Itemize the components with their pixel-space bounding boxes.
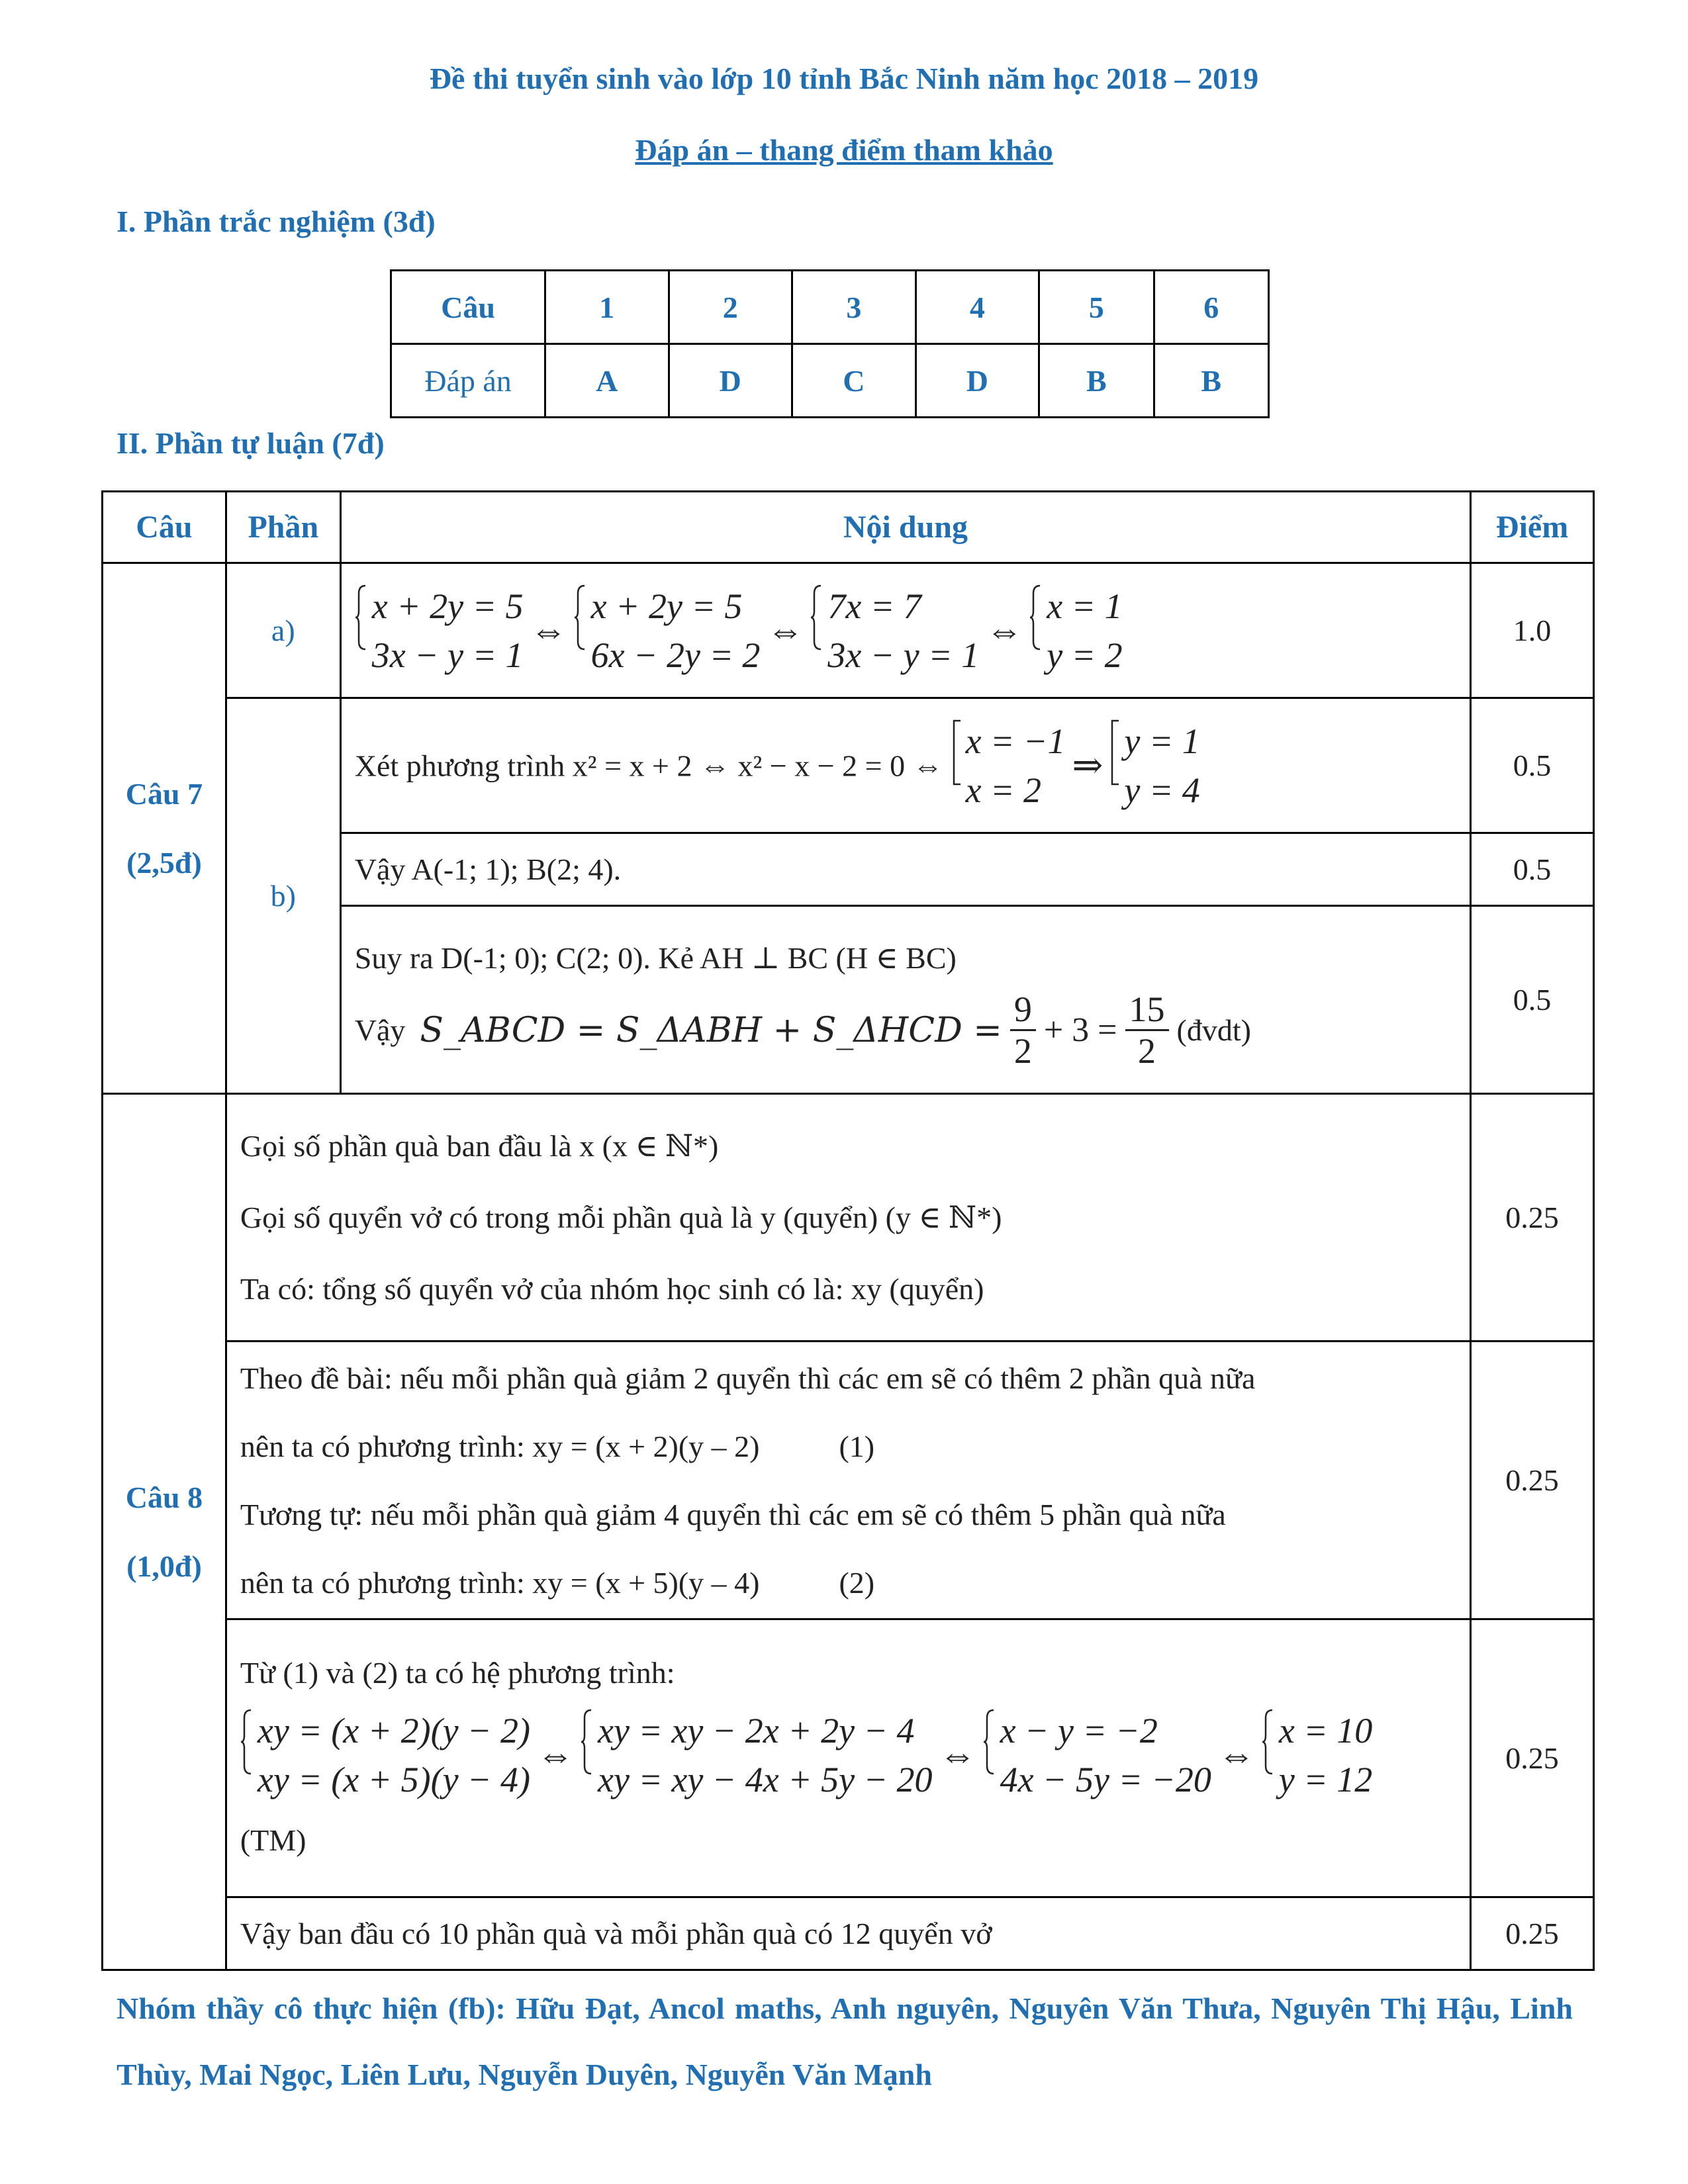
bracket-icon bbox=[1109, 719, 1121, 786]
question-row bbox=[391, 271, 1269, 344]
table-header-row bbox=[103, 492, 1594, 563]
points-value: 0.25 bbox=[1471, 1342, 1594, 1619]
points-value: 0.25 bbox=[1471, 1094, 1594, 1342]
brace-icon bbox=[581, 1709, 592, 1775]
part2-heading: II. Phần tự luận (7đ) bbox=[117, 426, 385, 460]
answer-row-label: Đáp án bbox=[391, 344, 545, 418]
points-value: 0.5 bbox=[1471, 833, 1594, 906]
equivalence-arrow-icon: ⇔ bbox=[1217, 1734, 1255, 1776]
answer-row bbox=[391, 344, 1269, 418]
page-subtitle: Đáp án – thang điểm tham khảo bbox=[635, 133, 1053, 167]
question-number: 4 bbox=[915, 271, 1039, 344]
equivalence-arrow-icon: ⇔ bbox=[536, 1734, 574, 1776]
credits-text: Nhóm thầy cô thực hiện (fb): Hữu Đạt, Ancol maths, Anh nguyên, Nguyên Văn Thưa, Nguyên Thị Hậu, Linh Thùy, Mai Ngọc, Liên Lưu, Nguyễn Duyên, Nguyễn Văn Mạnh bbox=[117, 1991, 1573, 2091]
q8-variables-content: Gọi số phần quà ban đầu là x (x ∈ ℕ*) Gọi số quyển vở có trong mỗi phần quà là y (quyển) (y ∈ ℕ*) Ta có: tổng số quyển vở của nhóm học sinh có là: xy (quyển) bbox=[226, 1094, 1470, 1342]
table-row bbox=[103, 1342, 1594, 1619]
answer-value: B bbox=[1039, 344, 1154, 418]
fraction: $\frac{9}{2}$ bbox=[1010, 989, 1036, 1071]
brace-icon bbox=[983, 1709, 995, 1775]
part1-heading: I. Phần trắc nghiệm (3đ) bbox=[117, 205, 436, 238]
col-header-cau: Câu bbox=[103, 492, 226, 563]
brace-icon bbox=[240, 1709, 252, 1775]
q8-conclusion: Vậy ban đầu có 10 phần quà và mỗi phần quà có 12 quyển vở bbox=[226, 1897, 1470, 1970]
answer-key-table bbox=[390, 269, 1270, 418]
part-b-points-ab: Vậy A(-1; 1); B(2; 4). bbox=[340, 833, 1470, 906]
points-value: 0.25 bbox=[1471, 1619, 1594, 1897]
question-number: 6 bbox=[1154, 271, 1268, 344]
question-7-label: Câu 7 bbox=[125, 776, 203, 811]
answer-value: C bbox=[792, 344, 916, 418]
points-value: 0.5 bbox=[1471, 698, 1594, 833]
equation-system: xy = (x + 2)(y − 2) xy = (x + 5)(y − 4) bbox=[240, 1706, 530, 1804]
equivalence-arrow-icon: ⇔ bbox=[530, 610, 567, 651]
part-b-label: b) bbox=[226, 698, 340, 1094]
question-8-label: Câu 8 bbox=[125, 1480, 203, 1514]
answer-value: A bbox=[545, 344, 669, 418]
page-title: Đề thi tuyển sinh vào lớp 10 tỉnh Bắc Ninh năm học 2018 – 2019 bbox=[429, 62, 1259, 95]
part-a-label: a) bbox=[226, 563, 340, 698]
points-value: 0.25 bbox=[1471, 1897, 1594, 1970]
table-row bbox=[103, 563, 1594, 698]
equation-system: 7x = 7 3x − y = 1 bbox=[810, 582, 979, 680]
brace-icon bbox=[1029, 584, 1041, 651]
brace-icon bbox=[1262, 1709, 1274, 1775]
equation-system: x + 2y = 5 3x − y = 1 bbox=[355, 582, 524, 680]
answer-value: D bbox=[915, 344, 1039, 418]
equation-system: x − y = −2 4x − 5y = −20 bbox=[983, 1706, 1211, 1804]
part-b-solve-content: Xét phương trình x² = x + 2 ⇔ x² − x − 2 = 0 ⇔ x = −1 x = 2 ⇒ y = 1 y = 4 bbox=[340, 698, 1470, 833]
fraction: $\frac{15}{2}$ bbox=[1125, 989, 1169, 1071]
essay-table bbox=[101, 490, 1595, 1971]
question-number: 5 bbox=[1039, 271, 1154, 344]
table-row bbox=[103, 1094, 1594, 1342]
brace-icon bbox=[355, 584, 367, 651]
table-row bbox=[103, 1619, 1594, 1897]
part-b-area-content: Suy ra D(-1; 0); C(2; 0). Kẻ AH ⊥ BC (H ∈ BC) Vậy S_ABCD = S_ΔABH + S_ΔHCD = $\frac{9}{2}$ + 3 = $\frac{15}{2}$ (đvdt) bbox=[340, 906, 1470, 1094]
equivalence-arrow-icon: ⇔ bbox=[939, 1734, 976, 1776]
equation-system: xy = xy − 2x + 2y − 4 xy = xy − 4x + 5y − 20 bbox=[581, 1706, 933, 1804]
question-8-cell bbox=[103, 1094, 226, 1970]
question-7-score: (2,5đ) bbox=[126, 845, 202, 880]
points-value: 0.5 bbox=[1471, 906, 1594, 1094]
roots-x: x = −1 x = 2 bbox=[951, 717, 1066, 815]
question-number: 1 bbox=[545, 271, 669, 344]
bracket-icon bbox=[951, 719, 963, 786]
area-formula: S_ABCD = S_ΔABH + S_ΔHCD = bbox=[420, 1010, 1002, 1050]
equation-system: x = 1 y = 2 bbox=[1029, 582, 1122, 680]
question-7-cell bbox=[103, 563, 226, 1094]
equation-system: x = 10 y = 12 bbox=[1262, 1706, 1372, 1804]
implies-arrow-icon: ⇒ bbox=[1072, 745, 1103, 786]
equivalence-arrow-icon: ⇔ bbox=[767, 610, 804, 651]
col-header-phan: Phần bbox=[226, 492, 340, 563]
points-value: 1.0 bbox=[1471, 563, 1594, 698]
question-8-score: (1,0đ) bbox=[126, 1549, 202, 1583]
equivalence-arrow-icon: ⇔ bbox=[986, 610, 1023, 651]
q8-system-content: Từ (1) và (2) ta có hệ phương trình: xy = (x + 2)(y − 2) xy = (x + 5)(y − 4) ⇔ xy = xy − 2x + 2y − 4 xy = xy − 4x + 5y − 20 ⇔ x − y = −2 4x − 5y = −20 ⇔ x = 10 y = 12 (TM) bbox=[226, 1619, 1470, 1897]
question-number: 2 bbox=[669, 271, 792, 344]
col-header-noidung: Nội dung bbox=[340, 492, 1470, 563]
roots-y: y = 1 y = 4 bbox=[1109, 717, 1199, 815]
q8-equations-content: Theo đề bài: nếu mỗi phần quà giảm 2 quyển thì các em sẽ có thêm 2 phần quà nữa nên ta có phương trình: xy = (x + 2)(y – 2) (1) Tương tự: nếu mỗi phần quà giảm 4 quyển thì các em sẽ có thêm 5 phần quà nữa nên ta có phương trình: xy = (x + 5)(y – 4) (2) bbox=[226, 1342, 1470, 1619]
answer-value: D bbox=[669, 344, 792, 418]
question-row-label: Câu bbox=[391, 271, 545, 344]
answer-value: B bbox=[1154, 344, 1268, 418]
equation-system: x + 2y = 5 6x − 2y = 2 bbox=[574, 582, 761, 680]
brace-icon bbox=[574, 584, 586, 651]
col-header-diem: Điểm bbox=[1471, 492, 1594, 563]
table-row bbox=[103, 1897, 1594, 1970]
part-a-content bbox=[340, 563, 1470, 698]
brace-icon bbox=[810, 584, 822, 651]
question-number: 3 bbox=[792, 271, 916, 344]
table-row bbox=[103, 698, 1594, 833]
